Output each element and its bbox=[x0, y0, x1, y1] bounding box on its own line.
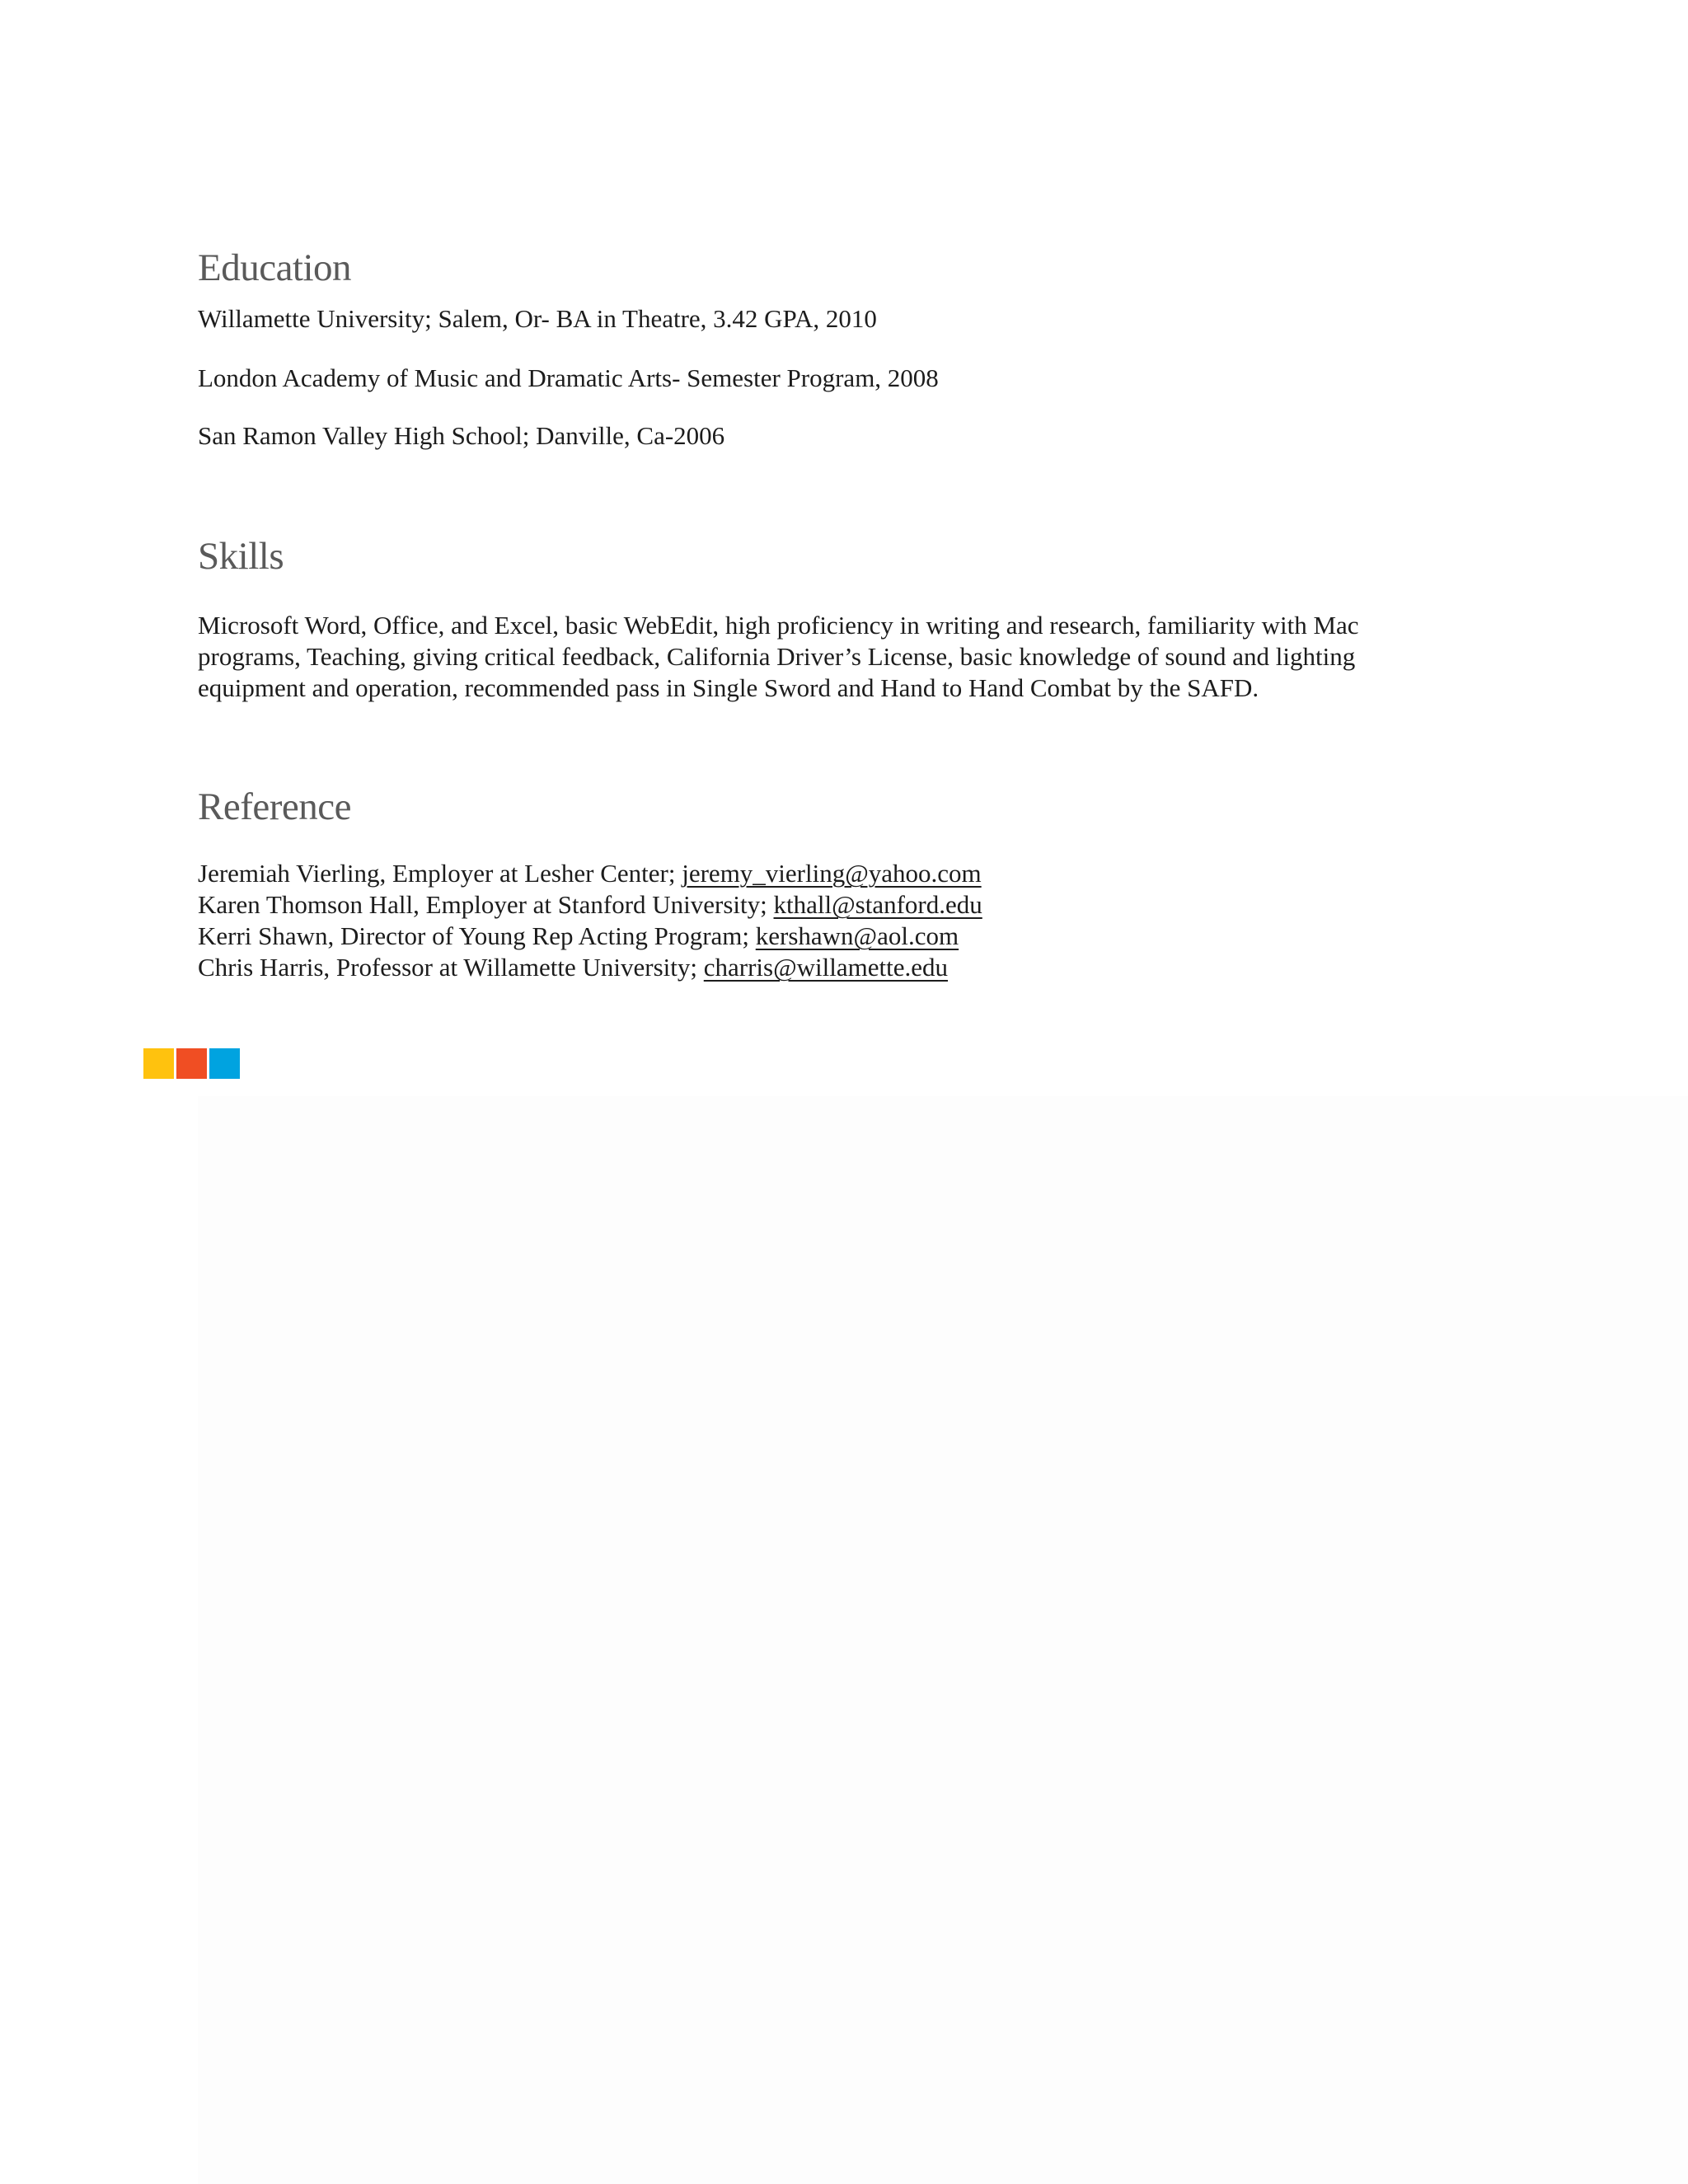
education-entry-2: London Academy of Music and Dramatic Arts- Semester Program, 2008 bbox=[198, 363, 939, 392]
education-heading: Education bbox=[198, 246, 352, 289]
reference-email-link[interactable]: kthall@stanford.edu bbox=[773, 890, 982, 919]
reference-email-link[interactable]: kershawn@aol.com bbox=[755, 921, 959, 950]
skills-line-3: equipment and operation, recommended pass in Single Sword and Hand to Hand Combat by the SAFD. bbox=[198, 673, 1259, 702]
reference-text: Karen Thomson Hall, Employer at Stanford University; bbox=[198, 890, 774, 919]
reference-entry-2 bbox=[198, 889, 982, 921]
decorative-color-squares bbox=[143, 1048, 240, 1079]
reference-entry-4 bbox=[198, 952, 948, 983]
reference-entry-3 bbox=[198, 921, 959, 952]
education-entry-1: Willamette University; Salem, Or- BA in Theatre, 3.42 GPA, 2010 bbox=[198, 304, 877, 333]
yellow-square bbox=[143, 1048, 174, 1079]
skills-line-2: programs, Teaching, giving critical feedback, California Driver’s License, basic knowledge of sound and lighting bbox=[198, 642, 1356, 671]
skills-paragraph bbox=[198, 610, 1459, 704]
skills-heading: Skills bbox=[198, 535, 284, 578]
reference-text: Chris Harris, Professor at Willamette University; bbox=[198, 953, 704, 982]
page-background-panel bbox=[198, 1096, 1688, 2184]
education-entry-3: San Ramon Valley High School; Danville, Ca-2006 bbox=[198, 421, 725, 450]
skills-line-1: Microsoft Word, Office, and Excel, basic WebEdit, high proficiency in writing and research, familiarity with Mac bbox=[198, 611, 1359, 640]
reference-text: Jeremiah Vierling, Employer at Lesher Center; bbox=[198, 859, 682, 888]
reference-heading: Reference bbox=[198, 785, 351, 828]
blue-square bbox=[209, 1048, 240, 1079]
reference-email-link[interactable]: charris@willamette.edu bbox=[703, 953, 949, 982]
orange-square bbox=[176, 1048, 207, 1079]
reference-text: Kerri Shawn, Director of Young Rep Acting Program; bbox=[198, 921, 756, 950]
reference-email-link[interactable]: jeremy_vierling@yahoo.com bbox=[682, 859, 982, 888]
reference-entry-1 bbox=[198, 858, 982, 889]
